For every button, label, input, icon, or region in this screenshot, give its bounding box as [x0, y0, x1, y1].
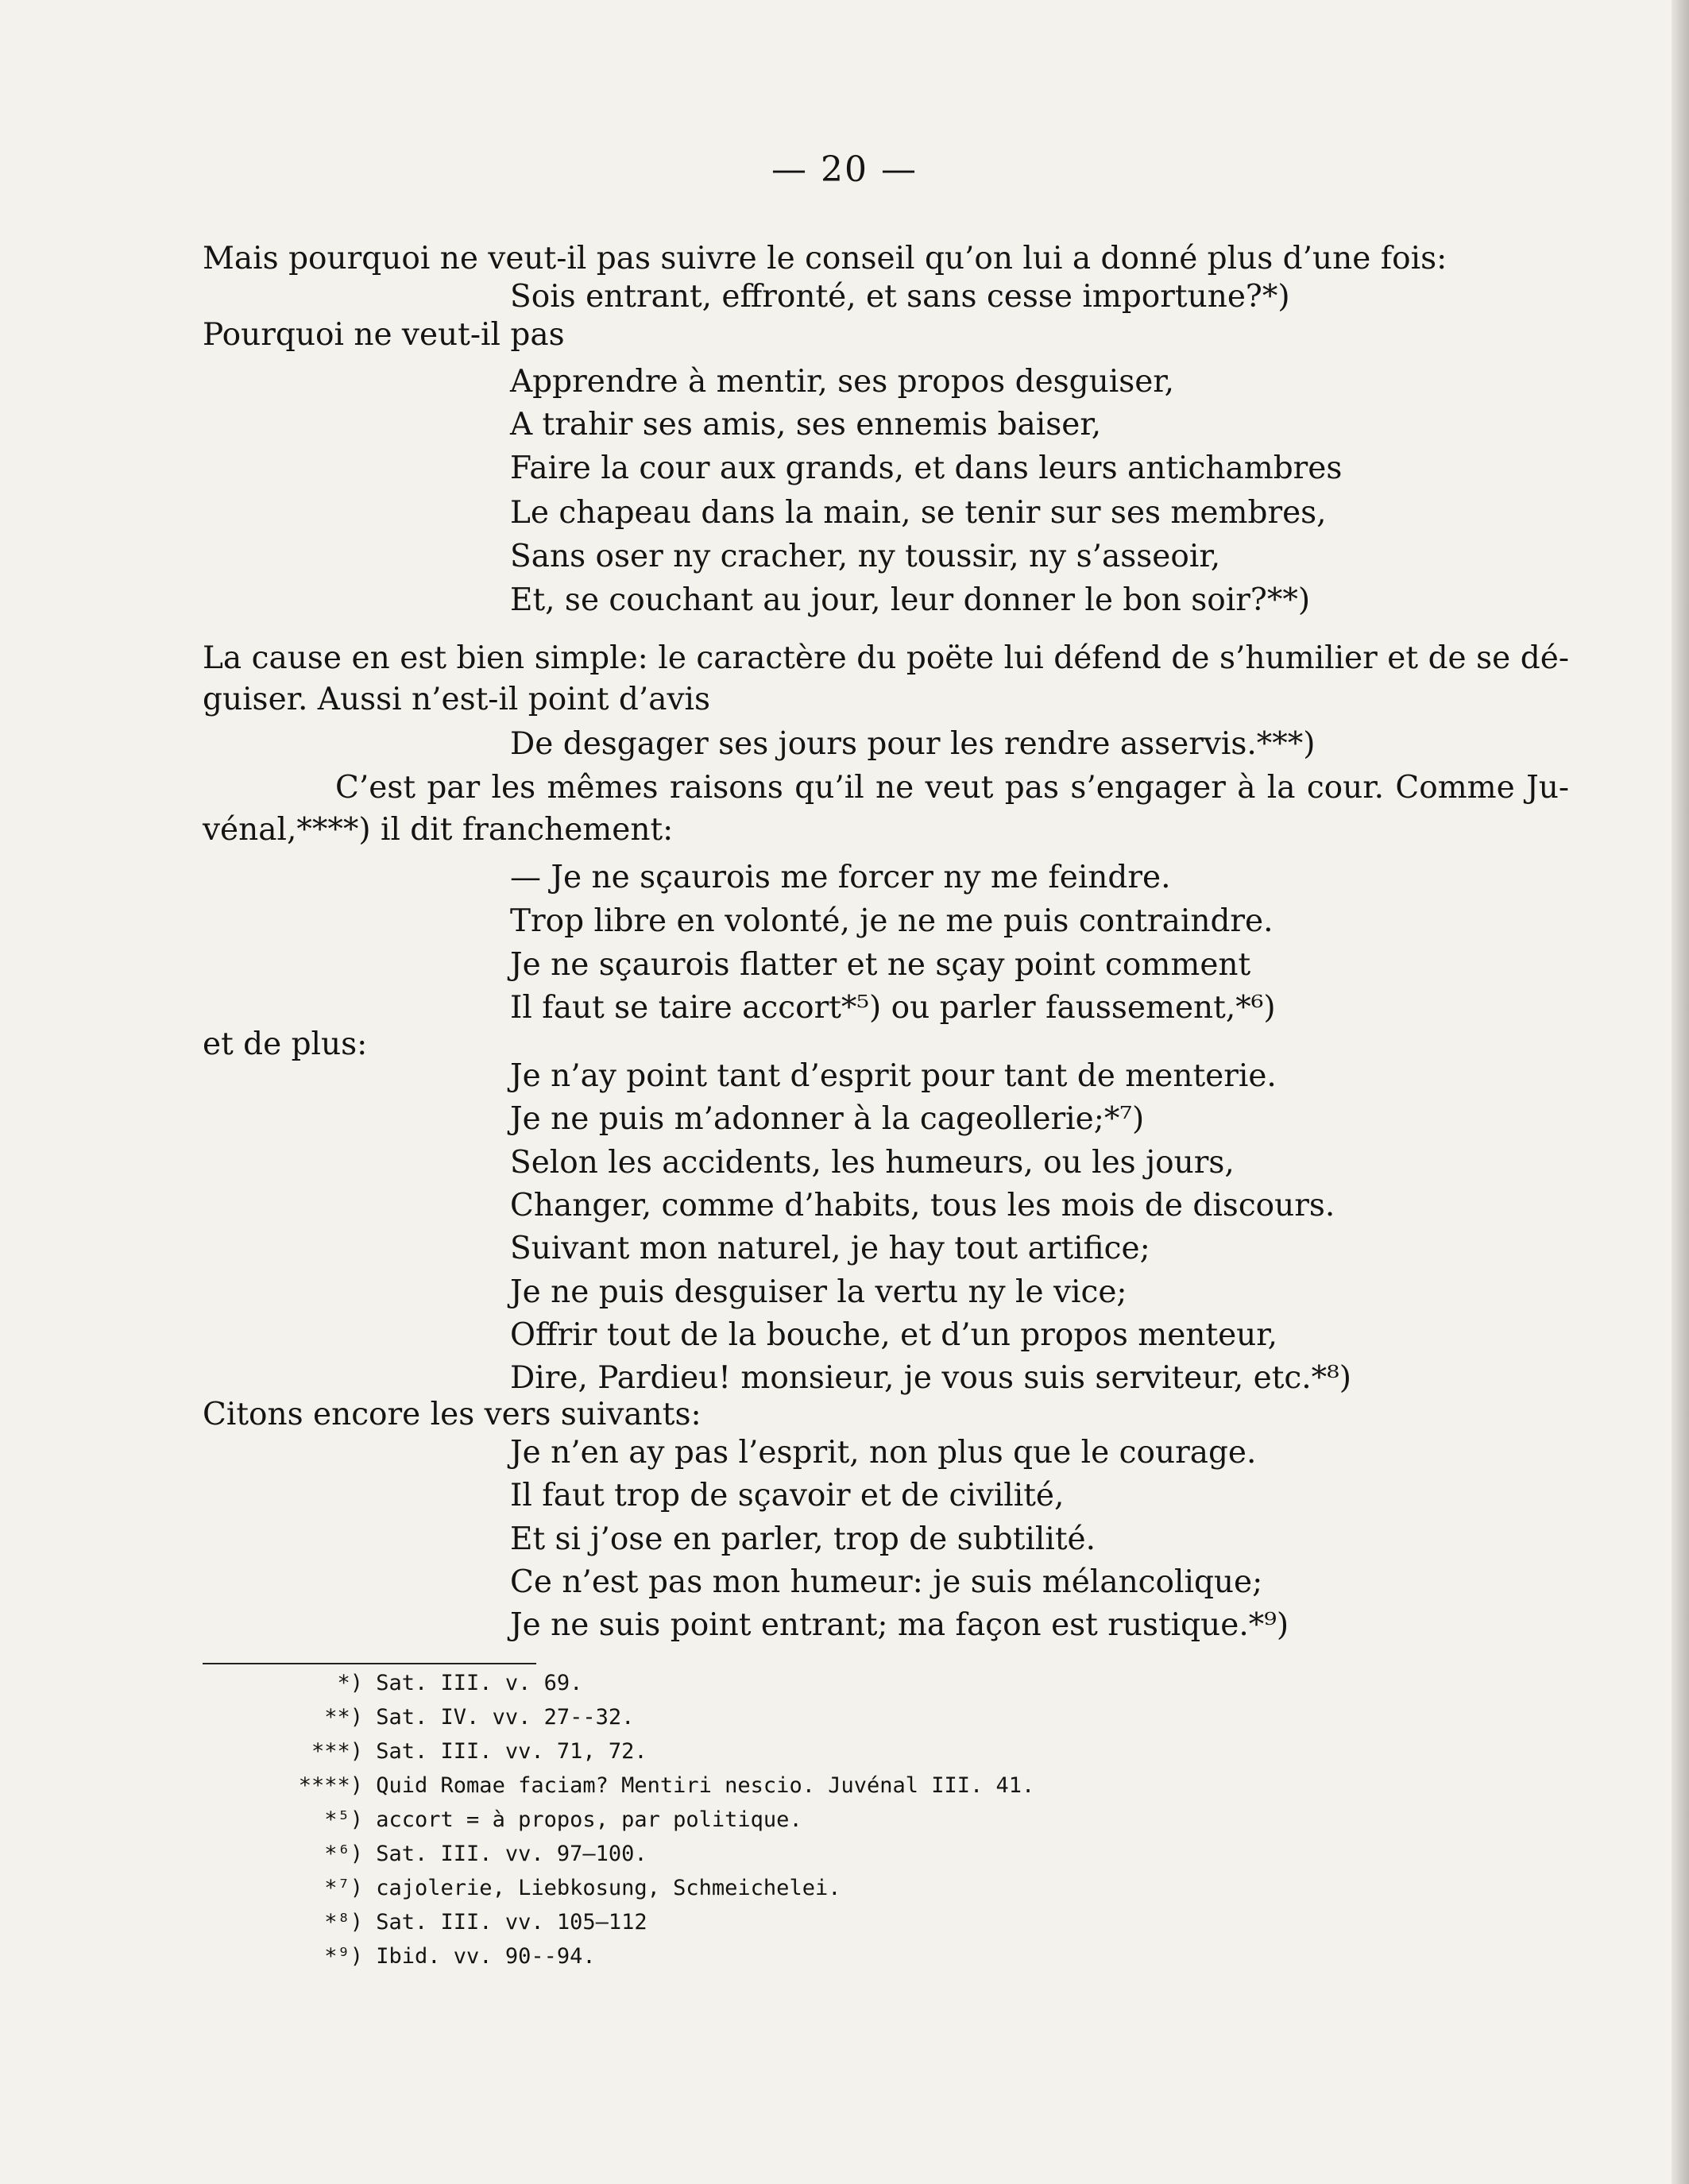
prose-line-7: et de plus: — [203, 1026, 368, 1062]
verse-line: Selon les accidents, les humeurs, ou les jours, — [510, 1145, 1235, 1181]
footnote-mark: *⁵) — [324, 1807, 363, 1832]
footnote-mark: *⁹) — [324, 1944, 363, 1969]
page-number: — 20 — — [771, 149, 918, 190]
footnote — [203, 1666, 582, 1700]
footnote-text: cajolerie, Liebkosung, Schmeichelei. — [376, 1876, 841, 1900]
footnote — [203, 1837, 647, 1871]
verse-line: Je n’ay point tant d’esprit pour tant de menterie. — [510, 1058, 1277, 1094]
footnote-text: Sat. III. vv. 97—100. — [376, 1842, 647, 1866]
footnote-text: accort = à propos, par politique. — [376, 1807, 802, 1832]
footnote-mark: *⁶) — [324, 1842, 363, 1866]
prose-line-6: vénal,****) il dit franchement: — [203, 812, 674, 848]
verse-line: Offrir tout de la bouche, et d’un propos menteur, — [510, 1317, 1278, 1353]
verse-line: — Je ne sçaurois me forcer ny me feindre. — [510, 860, 1171, 895]
footnote — [203, 1939, 596, 1973]
verse-line: Suivant mon naturel, je hay tout artifice; — [510, 1231, 1150, 1266]
page-edge-shadow — [1672, 0, 1689, 2184]
verse-line: Trop libre en volonté, je ne me puis contraindre. — [510, 903, 1274, 939]
footnote — [203, 1768, 1034, 1803]
prose-line-8: Citons encore les vers suivants: — [203, 1397, 701, 1432]
verse-line: Sois entrant, effronté, et sans cesse importune?*) — [510, 279, 1290, 315]
verse-line: Dire, Pardieu! monsieur, je vous suis serviteur, etc.*⁸) — [510, 1360, 1351, 1396]
prose-line-4: guiser. Aussi n’est-il point d’avis — [203, 682, 711, 717]
verse-line: Je ne puis desguiser la vertu ny le vice; — [510, 1274, 1127, 1310]
footnote-rule — [203, 1663, 536, 1664]
verse-line: Il faut se taire accort*⁵) ou parler faussement,*⁶) — [510, 990, 1276, 1026]
footnote-mark: *⁸) — [324, 1910, 363, 1935]
footnote — [203, 1905, 647, 1939]
verse-line: Je ne sçaurois flatter et ne sçay point comment — [510, 947, 1251, 983]
footnote-mark: *⁷) — [324, 1876, 363, 1900]
footnote-text: Sat. III. vv. 71, 72. — [376, 1739, 647, 1764]
verse-line: De desgager ses jours pour les rendre asservis.***) — [510, 726, 1316, 762]
footnote-mark: **) — [324, 1705, 363, 1730]
prose-line-2: Pourquoi ne veut-il pas — [203, 317, 565, 353]
verse-line: Je ne puis m’adonner à la cageollerie;*⁷) — [510, 1101, 1145, 1137]
footnote-text: Ibid. vv. 90--94. — [376, 1944, 596, 1969]
verse-line: Apprendre à mentir, ses propos desguiser, — [510, 364, 1175, 400]
verse-line: Sans oser ny cracher, ny toussir, ny s’asseoir, — [510, 539, 1221, 574]
verse-line: Je n’en ay pas l’esprit, non plus que le courage. — [510, 1435, 1257, 1471]
verse-line: Ce n’est pas mon humeur: je suis mélancolique; — [510, 1564, 1263, 1600]
footnote-text: Sat. III. vv. 105—112 — [376, 1910, 647, 1935]
verse-line: Changer, comme d’habits, tous les mois de discours. — [510, 1188, 1335, 1223]
verse-line: Faire la cour aux grands, et dans leurs antichambres — [510, 450, 1343, 486]
footnote-text: Sat. III. v. 69. — [376, 1671, 583, 1695]
footnote-mark: ****) — [298, 1773, 363, 1798]
footnote — [203, 1734, 647, 1768]
verse-line: Je ne suis point entrant; ma façon est rustique.*⁹) — [510, 1607, 1289, 1643]
verse-line: Et, se couchant au jour, leur donner le bon soir?**) — [510, 582, 1311, 618]
footnote — [203, 1700, 634, 1734]
footnote-text: Quid Romae faciam? Mentiri nescio. Juvénal III. 41. — [376, 1773, 1035, 1798]
verse-line: Il faut trop de sçavoir et de civilité, — [510, 1478, 1065, 1513]
footnote-text: Sat. IV. vv. 27--32. — [376, 1705, 635, 1730]
verse-line: A trahir ses amis, ses ennemis baiser, — [510, 407, 1102, 443]
prose-line-1: Mais pourquoi ne veut-il pas suivre le conseil qu’on lui a donné plus d’une fois: — [203, 241, 1447, 276]
footnote — [203, 1803, 802, 1837]
verse-line: Le chapeau dans la main, se tenir sur ses membres, — [510, 495, 1327, 531]
footnote-mark: ***) — [311, 1739, 363, 1764]
footnote-mark: *) — [337, 1671, 363, 1695]
footnote — [203, 1871, 841, 1905]
prose-line-3: La cause en est bien simple: le caractère du poëte lui défend de s’humilier et de se dé- — [203, 640, 1569, 676]
prose-line-5: C’est par les mêmes raisons qu’il ne veut pas s’engager à la cour. Comme Ju- — [335, 770, 1569, 806]
verse-line: Et si j’ose en parler, trop de subtilité. — [510, 1521, 1096, 1557]
